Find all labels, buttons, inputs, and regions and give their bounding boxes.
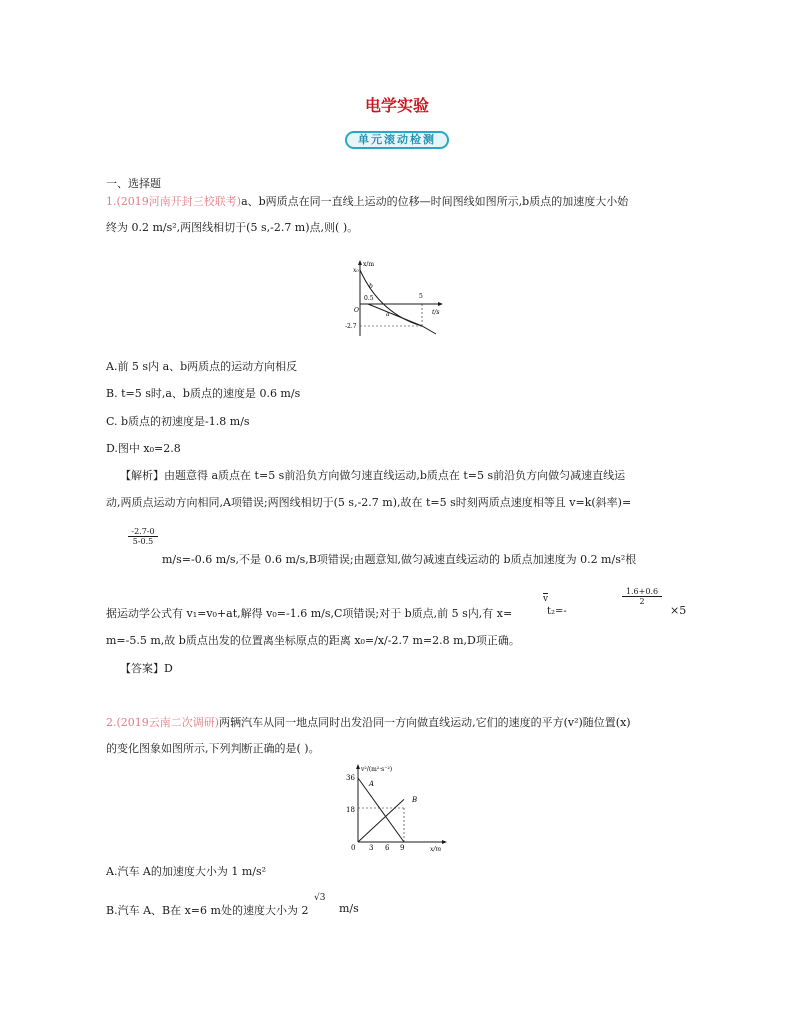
q2-x9-label: 9 — [400, 844, 405, 852]
q2-x-label: x/m — [430, 846, 442, 853]
q2-source: 2.(2019云南二次调研) — [106, 716, 220, 729]
q1-fraction-1-num: -2.7-0 — [131, 527, 155, 536]
q1-option-d: D.图中 x₀=2.8 — [106, 442, 181, 455]
q2-B-label: B — [412, 796, 418, 804]
q2-A-label: A — [369, 780, 375, 788]
q2-series-B — [358, 799, 404, 842]
q1-line-a — [368, 304, 422, 326]
q1-b-label: b — [369, 283, 373, 290]
q2-option-b-unit: m/s — [339, 902, 359, 915]
q1-x-label: t/s — [432, 309, 440, 316]
q1-stem-text: a、b两质点在同一直线上运动的位移—时间图线如图所示,b质点的加速度大小始 — [241, 195, 629, 208]
q1-vbar: v — [543, 594, 549, 604]
q1-stem-line2: 终为 0.2 m/s²,两图线相切于(5 s,-2.7 m)点,则( )。 — [106, 221, 359, 234]
q2-option-b: B.汽车 A、B在 x=6 m处的速度大小为 2 — [106, 904, 309, 917]
q1-05-label: 0.5 — [364, 295, 374, 302]
q1-origin-label: O — [354, 307, 359, 314]
q2-y-label: v²/(m²·s⁻²) — [361, 766, 393, 773]
page-title: 电学实验 — [364, 96, 429, 115]
q1-stem-line1 — [106, 193, 628, 209]
q1-analysis-line4: 据运动学公式有 v₁=v₀+at,解得 v₀=-1.6 m/s,C项错误;对于 b质点,前 5 s内,有 x= — [106, 607, 513, 620]
q2-stem-line1 — [106, 714, 631, 730]
q2-series-lines — [358, 778, 404, 842]
q1-option-a: A.前 5 s内 a、b两质点的运动方向相反 — [106, 360, 298, 373]
section-heading: 一、选择题 — [106, 177, 161, 190]
q1-fraction-2-den: 2 — [622, 596, 662, 606]
q1-fraction-1-den: 5-0.5 — [128, 536, 158, 546]
q1-y-label: x/m — [363, 261, 375, 268]
q1-neg27-label: -2.7 — [345, 323, 357, 330]
q1-vbar-t: t₂=- — [547, 606, 567, 617]
q1-times5: ×5 — [670, 604, 687, 617]
q1-analysis-line2: 动,两质点运动方向相同,A项错误;两图线相切于(5 s,-2.7 m),故在 t=5 s时刻两质点速度相等且 v=k(斜率)= — [106, 496, 632, 509]
q1-figure — [340, 258, 450, 340]
q1-analysis-line5: m=-5.5 m,故 b质点出发的位置离坐标原点的距离 x₀=/x/-2.7 m=2.8 m,D项正确。 — [106, 634, 520, 647]
q2-figure — [340, 762, 452, 854]
q1-analysis-line1: 【解析】由题意得 a质点在 t=5 s前沿负方向做匀速直线运动,b质点在 t=5 s前沿负方向做匀减速直线运 — [120, 469, 626, 482]
q1-option-c: C. b质点的初速度是-1.8 m/s — [106, 415, 250, 428]
q1-option-b: B. t=5 s时,a、b质点的速度是 0.6 m/s — [106, 387, 301, 400]
q1-source: 1.(2019河南开封三校联考) — [106, 195, 242, 208]
q2-series-A — [358, 778, 404, 842]
q1-fraction-2 — [622, 587, 662, 606]
q2-stem-text: 两辆汽车从同一地点同时出发沿同一方向做直线运动,它们的速度的平方(v²)随位置(x) — [219, 716, 631, 729]
q1-curve-b — [360, 270, 436, 334]
q2-option-b-sqrt: √3 — [314, 893, 326, 903]
q2-x6-label: 6 — [385, 844, 390, 852]
section-badge: 单元滚动检测 — [345, 131, 449, 149]
q1-5-label: 5 — [419, 293, 423, 300]
q1-fraction-1 — [128, 527, 158, 546]
q2-y36-label: 36 — [346, 774, 355, 782]
q2-stem-line2: 的变化图象如图所示,下列判断正确的是( )。 — [106, 742, 320, 755]
q1-answer: 【答案】D — [120, 662, 173, 675]
q1-x0-label: x₀ — [353, 267, 359, 274]
q1-analysis-line3: m/s=-0.6 m/s,不是 0.6 m/s,B项错误;由题意知,做匀减速直线运动的 b质点加速度为 0.2 m/s²根 — [162, 553, 637, 566]
q2-x3-label: 3 — [369, 844, 374, 852]
q2-y18-label: 18 — [346, 806, 355, 814]
q1-a-label: a — [386, 311, 390, 318]
q2-option-a: A.汽车 A的加速度大小为 1 m/s² — [106, 865, 267, 878]
q2-origin-label: 0 — [351, 844, 356, 852]
q1-fraction-2-num: 1.6+0.6 — [625, 587, 659, 596]
